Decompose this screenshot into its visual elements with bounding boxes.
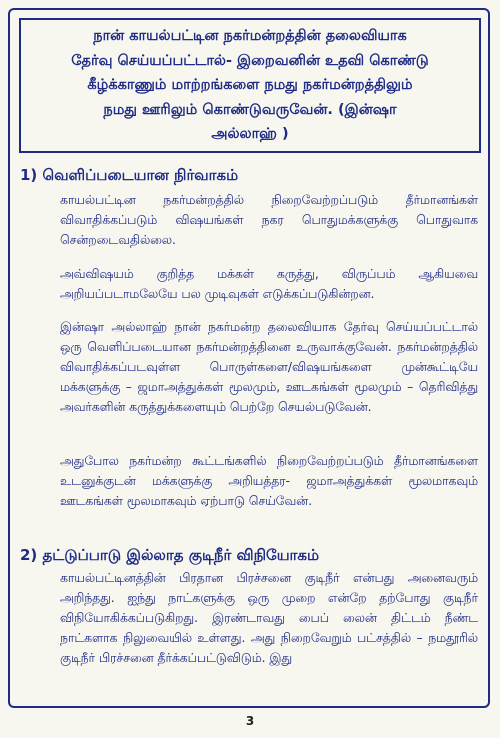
body-paragraph: காயல்பட்டின நகர்மன்றத்தில் நிறைவேற்றப்படும் தீர்மானங்கள் விவாதிக்கப்படும் விஷயங்கள் நகர பொதுமக்களுக்கு பொதுவாக சென்றடைவதில்லை. [60, 193, 478, 247]
body-paragraph: காயல்பட்டினத்தின் பிரதான பிரச்சனை குடிநீர் என்பது அனைவரும் அறிந்தது. ஐந்து நாட்களுக்கு ஒரு முறை என்றே தற்போது குடிநீர் விநியோகிக்கப்படுகிறது. இரண்டாவது பைப் லைன் திட்டம் நீண்ட நாட்களாக நிலுவையில் உள்ளது. அது நிறைவேறும் பட்சத்தில் – நமதூரில் குடிநீர் பிரச்சனை தீர்க்கப்பட்டுவிடும். இது [60, 571, 478, 665]
intro-line: நமது ஊரிலும் கொண்டுவருவேன். (இன்ஷா [103, 101, 397, 118]
page-number: 3 [245, 714, 255, 728]
body-paragraph: அவ்விஷயம் குறித்த மக்கள் கருத்து, விருப்பம் ஆகியவை அறியப்படாமலேயே பல முடிவுகள் எடுக்கப்படுகின்றன. [60, 267, 478, 301]
section-heading-transparent-administration: 1) வெளிப்படையான நிர்வாகம் [20, 166, 239, 184]
intro-line: நான் காயல்பட்டின நகர்மன்றத்தின் தலைவியாக [93, 28, 407, 44]
intro-line: அல்லாஹ் ) [211, 126, 289, 142]
intro-line: கீழ்க்காணும் மாற்றங்களை நமது நகர்மன்றத்திலும் [87, 77, 413, 93]
section-heading-water-supply: 2) தட்டுப்பாடு இல்லாத குடிநீர் விநியோகம் [20, 546, 320, 564]
intro-box [19, 18, 481, 153]
body-paragraph: இன்ஷா அல்லாஹ் நான் நகர்மன்ற தலைவியாக தேர்வு செய்யப்பட்டால் ஒரு வெளிப்படையான நகர்மன்றத்தினை உருவாக்குவேன். நகர்மன்றத்தில் விவாதிக்கப்படவுள்ள பொருள்களை/விஷயங்களை முன்கூட்டியே மக்களுக்கு – ஜமாஅத்துக்கள் மூலமும், ஊடகங்கள் மூலமும் – தெரிவித்து அவர்களின் கருத்துக்களையும் பெற்றே செயல்படுவேன். [60, 320, 478, 414]
intro-line: தேர்வு செய்யப்பட்டால்- இறைவனின் உதவி கொண்டு [71, 52, 429, 69]
body-paragraph: அதுபோல நகர்மன்ற கூட்டங்களில் நிறைவேற்றப்படும் தீர்மானங்களை உடனுக்குடன் மக்களுக்கு அறியத்தர- ஜமாஅத்துக்கள் மூலமாகவும் ஊடகங்கள் மூலமாகவும் ஏற்பாடு செய்வேன். [60, 454, 478, 508]
